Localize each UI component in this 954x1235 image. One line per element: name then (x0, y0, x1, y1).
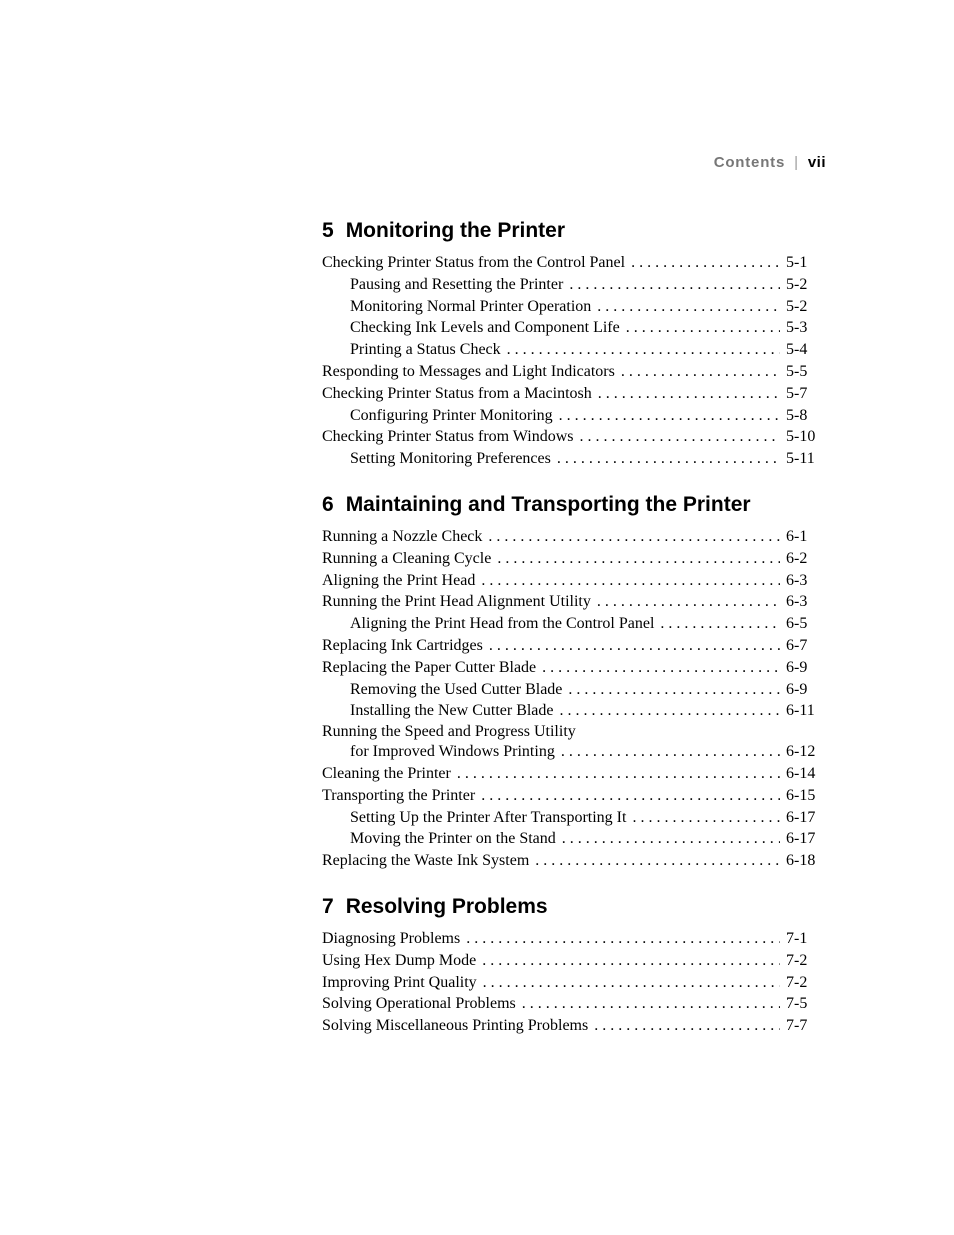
dot-leader (535, 850, 780, 872)
toc-page-number: 6-18 (786, 852, 816, 870)
dot-leader (481, 785, 780, 807)
chapter-number: 6 (322, 492, 334, 516)
chapter-heading (322, 892, 816, 922)
toc-entry-title: Monitoring Normal Printer Operation (350, 297, 592, 315)
toc-entry-title: Running the Print Head Alignment Utility (322, 593, 591, 611)
toc-entry-title: Replacing the Paper Cutter Blade (322, 658, 537, 676)
toc-page-number: 6-2 (786, 549, 808, 567)
page-number: vii (807, 154, 826, 171)
dot-leader (507, 339, 780, 361)
toc-entry[interactable] (322, 993, 816, 1015)
toc-entry-title: Configuring Printer Monitoring (350, 406, 553, 424)
toc-entry-title: Setting Up the Printer After Transporting It (350, 808, 627, 826)
toc-subentry[interactable] (322, 679, 816, 701)
dot-leader (568, 679, 780, 701)
toc-entry-title: Solving Miscellaneous Printing Problems (322, 1017, 589, 1035)
toc-entry-continuation[interactable] (322, 741, 816, 763)
toc-entry[interactable] (322, 526, 816, 548)
dot-leader (542, 657, 780, 679)
toc-page-number: 5-10 (786, 428, 816, 446)
toc-entry-title: Pausing and Resetting the Printer (350, 275, 564, 293)
toc-entry[interactable] (322, 785, 816, 807)
toc-entry[interactable] (322, 635, 816, 657)
dot-leader (482, 950, 780, 972)
dot-leader (559, 405, 780, 427)
chapter-heading (322, 490, 816, 520)
toc-entry[interactable] (322, 928, 816, 950)
toc-page-number: 7-2 (786, 951, 808, 969)
toc-entry[interactable] (322, 252, 816, 274)
dot-leader (579, 426, 780, 448)
toc-page-number: 6-11 (786, 702, 815, 720)
dot-leader (488, 526, 780, 548)
toc-page-number: 6-3 (786, 593, 808, 611)
toc-entry[interactable] (322, 850, 816, 872)
toc-entry-title: Using Hex Dump Mode (322, 951, 477, 969)
toc-entry[interactable] (322, 383, 816, 405)
toc-entry-title: Removing the Used Cutter Blade (350, 680, 563, 698)
toc-page-number: 6-3 (786, 571, 808, 589)
toc-entry[interactable] (322, 591, 816, 613)
toc-entry-title: Checking Printer Status from Windows (322, 428, 574, 446)
toc-subentry[interactable] (322, 339, 816, 361)
toc-entry[interactable] (322, 426, 816, 448)
toc-entry-title: Printing a Status Check (350, 341, 501, 359)
toc-page-number: 7-7 (786, 1017, 808, 1035)
toc-page-number: 6-17 (786, 830, 816, 848)
toc-page-number: 5-2 (786, 297, 808, 315)
toc-page-number: 6-15 (786, 786, 816, 804)
toc-subentry[interactable] (322, 700, 816, 722)
toc-page-number: 6-5 (786, 615, 808, 633)
toc-entry-title: Running a Cleaning Cycle (322, 549, 492, 567)
toc-page-number: 5-5 (786, 362, 808, 380)
toc-subentry[interactable] (322, 405, 816, 427)
dot-leader (631, 252, 780, 274)
dot-leader (598, 383, 780, 405)
toc-entry-title: Running a Nozzle Check (322, 527, 483, 545)
toc-entry[interactable] (322, 657, 816, 679)
toc-entry-title: Checking Printer Status from the Control Panel (322, 254, 626, 271)
toc-entry-title: Responding to Messages and Light Indicators (322, 362, 615, 380)
toc-page-number: 7-1 (786, 929, 808, 947)
running-header (620, 154, 826, 171)
toc-entry[interactable] (322, 1015, 816, 1037)
chapter-section (322, 490, 816, 872)
toc-page-number: 5-4 (786, 341, 808, 359)
toc-page-number: 6-12 (786, 743, 816, 761)
toc-page-number: 7-5 (786, 995, 808, 1013)
toc-entry-title: Aligning the Print Head from the Control Panel (350, 615, 655, 633)
toc-entry[interactable] (322, 570, 816, 592)
toc-page-number: 5-3 (786, 319, 808, 337)
chapter-section (322, 892, 816, 1037)
toc-subentry[interactable] (322, 296, 816, 318)
dot-leader (562, 828, 780, 850)
toc-page-number: 5-11 (786, 450, 815, 468)
running-header-separator: | (794, 154, 799, 171)
dot-leader (621, 361, 780, 383)
dot-leader (489, 635, 780, 657)
toc-subentry[interactable] (322, 274, 816, 296)
toc-subentry[interactable] (322, 317, 816, 339)
toc-entry-title: Replacing Ink Cartridges (322, 636, 483, 654)
chapter-title: Monitoring the Printer (345, 219, 566, 242)
dot-leader (560, 700, 780, 722)
toc-page-number: 5-2 (786, 275, 808, 293)
toc-entry-title: Aligning the Print Head (322, 571, 476, 589)
dot-leader (597, 591, 780, 613)
toc-page-number: 6-1 (786, 527, 808, 545)
toc-entry[interactable] (322, 722, 816, 741)
chapter-number: 7 (322, 894, 334, 918)
toc-page-number: 6-14 (786, 764, 816, 782)
toc-entry[interactable] (322, 972, 816, 994)
toc-entry[interactable] (322, 950, 816, 972)
toc-subentry[interactable] (322, 613, 816, 635)
toc-entry-title: Cleaning the Printer (322, 764, 451, 782)
dot-leader (660, 613, 780, 635)
dot-leader (597, 296, 780, 318)
chapter-title: Resolving Problems (345, 894, 548, 918)
chapter-heading (322, 216, 816, 246)
dot-leader (594, 1015, 780, 1037)
toc-page-number: 6-7 (786, 636, 808, 654)
chapter-title: Maintaining and Transporting the Printer (345, 492, 751, 516)
toc-page-number: 6-17 (786, 808, 816, 826)
toc-page-number: 6-9 (786, 658, 808, 676)
dot-leader (569, 274, 780, 296)
toc-subentry[interactable] (322, 448, 816, 470)
dot-leader (557, 448, 780, 470)
toc-entry[interactable] (322, 548, 816, 570)
chapter-section (322, 216, 816, 470)
toc-page-number: 7-2 (786, 973, 808, 991)
dot-leader (632, 807, 780, 829)
dot-leader (561, 741, 780, 763)
toc-entry-title: Checking Ink Levels and Component Life (350, 319, 620, 337)
running-header-label: Contents (713, 154, 786, 171)
dot-leader (522, 993, 780, 1015)
toc-entry-title: Running the Speed and Progress Utility (322, 723, 576, 741)
toc-entry[interactable] (322, 763, 816, 785)
toc-entry-title: Checking Printer Status from a Macintosh (322, 384, 592, 402)
toc-entry-title: Solving Operational Problems (322, 995, 516, 1013)
toc-entry-title: Improving Print Quality (322, 973, 477, 991)
dot-leader (626, 317, 780, 339)
table-of-contents (322, 216, 816, 1057)
toc-entry-title: Moving the Printer on the Stand (350, 830, 556, 848)
dot-leader (497, 548, 780, 570)
toc-entry-title: Setting Monitoring Preferences (350, 450, 551, 468)
toc-entry-title: Installing the New Cutter Blade (350, 702, 554, 720)
chapter-number: 5 (322, 219, 334, 242)
toc-page-number: 5-1 (786, 254, 808, 271)
dot-leader (457, 763, 780, 785)
toc-entry[interactable] (322, 361, 816, 383)
toc-entry-title: Transporting the Printer (322, 786, 476, 804)
toc-subentry[interactable] (322, 807, 816, 829)
dot-leader (466, 928, 780, 950)
dot-leader (481, 570, 780, 592)
toc-entry-title-continuation: for Improved Windows Printing (350, 743, 555, 761)
toc-page-number: 5-8 (786, 406, 808, 424)
dot-leader (483, 972, 780, 994)
toc-entry-title: Replacing the Waste Ink System (322, 852, 530, 870)
toc-subentry[interactable] (322, 828, 816, 850)
toc-page-number: 5-7 (786, 384, 808, 402)
toc-page-number: 6-9 (786, 680, 808, 698)
toc-entry-title: Diagnosing Problems (322, 929, 461, 947)
